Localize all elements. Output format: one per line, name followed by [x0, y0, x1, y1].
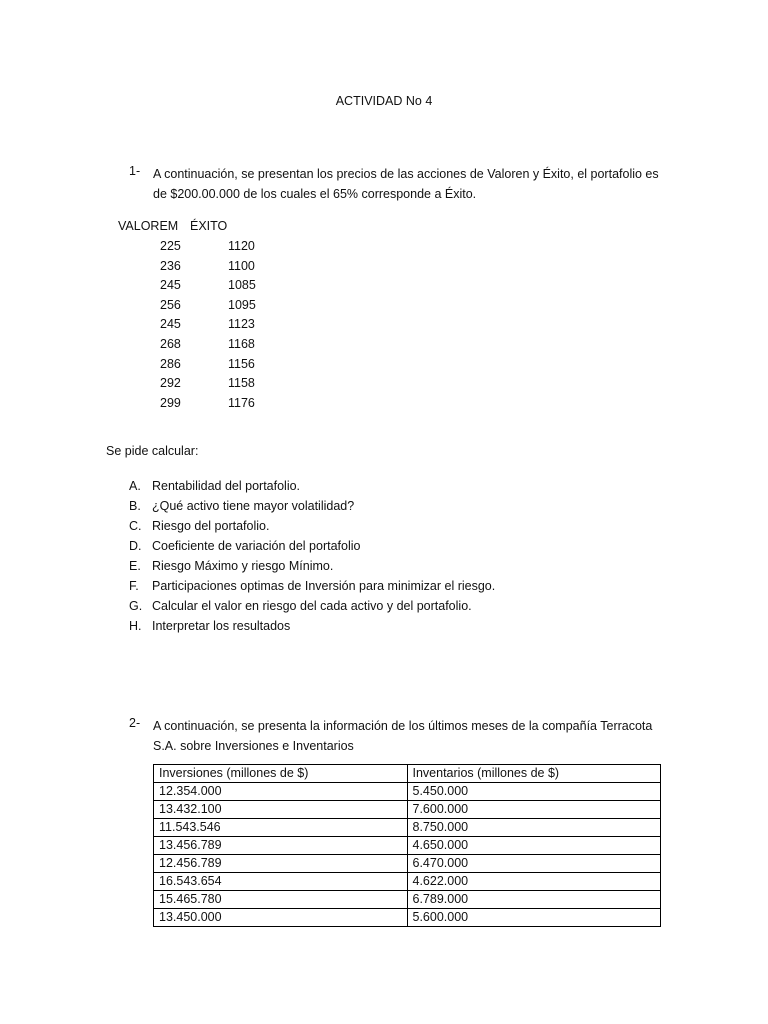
valorem-value: 268	[160, 336, 181, 351]
list-item-letter: C.	[129, 519, 142, 533]
table-cell: 5.600.000	[407, 909, 661, 927]
list-item	[129, 616, 495, 636]
question-2-number: 2-	[129, 716, 141, 730]
table-row	[154, 909, 661, 927]
list-item-letter: H.	[129, 619, 142, 633]
question-2-line-2: S.A. sobre Inversiones e Inventarios	[153, 739, 354, 753]
list-item-letter: B.	[129, 499, 141, 513]
exito-column	[228, 237, 256, 413]
list-item-text: Coeficiente de variación del portafolio	[152, 539, 361, 553]
question-1-line-1: A continuación, se presentan los precios de las acciones de Valoren y Éxito, el portafolio es	[153, 167, 659, 181]
table-cell: 6.789.000	[407, 891, 661, 909]
list-item	[129, 596, 495, 616]
table-cell: 8.750.000	[407, 819, 661, 837]
table-row	[154, 819, 661, 837]
list-item	[129, 576, 495, 596]
list-item-letter: F.	[129, 579, 139, 593]
list-item-text: Participaciones optimas de Inversión para minimizar el riesgo.	[152, 579, 496, 593]
table-cell: 11.543.546	[154, 819, 408, 837]
table-row	[154, 855, 661, 873]
list-item-text: Riesgo Máximo y riesgo Mínimo.	[152, 559, 334, 573]
list-item-text: Interpretar los resultados	[152, 619, 291, 633]
table-cell: 12.354.000	[154, 783, 408, 801]
table-cell: 13.456.789	[154, 837, 408, 855]
list-item-letter: G.	[129, 599, 143, 613]
list-item	[129, 496, 495, 516]
list-item-text: Riesgo del portafolio.	[152, 519, 270, 533]
table-header-cell: Inversiones (millones de $)	[154, 765, 408, 783]
table-cell: 16.543.654	[154, 873, 408, 891]
table-row	[154, 837, 661, 855]
valorem-header: VALOREM	[118, 219, 179, 233]
valorem-column	[160, 237, 181, 413]
list-item-letter: E.	[129, 559, 141, 573]
list-item	[129, 536, 495, 556]
table-cell: 13.432.100	[154, 801, 408, 819]
table-row	[154, 891, 661, 909]
exito-value: 1168	[228, 336, 255, 351]
exito-value: 1158	[228, 376, 255, 391]
table-header-row	[154, 765, 661, 783]
list-item-text: Calcular el valor en riesgo del cada activo y del portafolio.	[152, 599, 472, 613]
table-cell: 15.465.780	[154, 891, 408, 909]
exito-value: 1095	[228, 297, 256, 312]
valorem-value: 256	[160, 297, 181, 312]
table-cell: 12.456.789	[154, 855, 408, 873]
list-item-letter: A.	[129, 479, 141, 493]
exito-value: 1085	[228, 278, 256, 293]
table-row	[154, 783, 661, 801]
exito-value: 1120	[228, 239, 255, 253]
valorem-value: 236	[160, 258, 181, 273]
question-1-number: 1-	[129, 164, 141, 178]
exito-header: ÉXITO	[190, 219, 228, 233]
list-item-letter: D.	[129, 539, 142, 553]
list-item	[129, 516, 495, 536]
table-header-cell: Inventarios (millones de $)	[407, 765, 661, 783]
exito-value: 1176	[228, 395, 255, 410]
list-item-text: ¿Qué activo tiene mayor volatilidad?	[152, 499, 355, 513]
table-cell: 5.450.000	[407, 783, 661, 801]
valorem-value: 245	[160, 317, 181, 332]
list-item	[129, 476, 495, 496]
exito-value: 1156	[228, 356, 255, 371]
exito-value: 1100	[228, 258, 255, 273]
list-item	[129, 556, 495, 576]
inversiones-inventarios-table	[153, 764, 661, 927]
valorem-value: 225	[160, 239, 181, 253]
question-2-text	[153, 716, 713, 756]
table-cell: 6.470.000	[407, 855, 661, 873]
tasks-list	[129, 476, 495, 636]
page-title: ACTIVIDAD No 4	[335, 94, 433, 108]
list-item-text: Rentabilidad del portafolio.	[152, 479, 301, 493]
valorem-value: 245	[160, 278, 181, 293]
question-1-text	[153, 164, 713, 204]
valorem-value: 292	[160, 376, 181, 391]
question-1-line-2: de $200.00.000 de los cuales el 65% corresponde a Éxito.	[153, 187, 477, 201]
table-row	[154, 873, 661, 891]
valorem-value: 286	[160, 356, 181, 371]
table-row	[154, 801, 661, 819]
se-pide-heading: Se pide calcular:	[106, 444, 199, 458]
table-cell: 4.622.000	[407, 873, 661, 891]
table-cell: 4.650.000	[407, 837, 661, 855]
table-cell: 13.450.000	[154, 909, 408, 927]
valorem-value: 299	[160, 395, 181, 410]
exito-value: 1123	[228, 317, 255, 332]
question-2-line-1: A continuación, se presenta la información de los últimos meses de la compañía Terracota	[153, 719, 653, 733]
table-cell: 7.600.000	[407, 801, 661, 819]
